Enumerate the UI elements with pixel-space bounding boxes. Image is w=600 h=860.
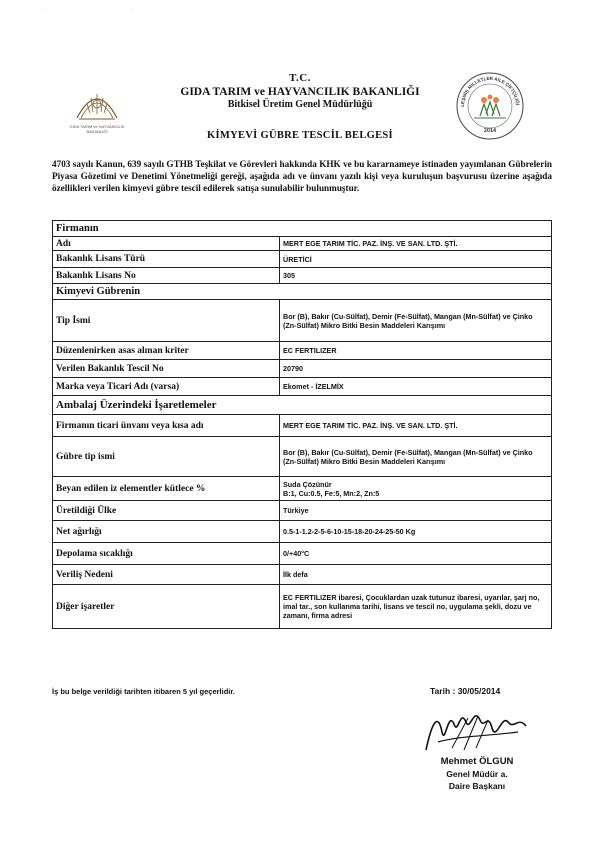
ministry-emblem-icon: [69, 78, 125, 124]
field-label: Verilen Bakanlık Tescil No: [53, 360, 280, 378]
field-value: Ekomet - İZELMİX: [280, 378, 552, 396]
field-label: Gübre tip ismi: [53, 437, 280, 477]
field-value: 20790: [280, 360, 552, 378]
field-value: 0.5-1-1.2-2-5-6-10-15-18-20-24-25-50 Kg: [280, 521, 552, 543]
table-row: [53, 415, 552, 437]
header-tc: T.C.: [289, 72, 311, 84]
field-label: Diğer işaretler: [53, 585, 280, 629]
table-row: [53, 284, 552, 300]
validity-note: İş bu belge verildiği tarihten itibaren 5 yıl geçerlidir.: [52, 687, 235, 696]
table-row: [53, 477, 552, 501]
emblem-caption: GIDA TARIM ve HAYVANCILIK BAKANLIĞI: [69, 124, 125, 134]
field-label: Bakanlık Lisans Türü: [53, 251, 280, 268]
field-value: Bor (B), Bakır (Cu-Sülfat), Demir (Fe-Sülfat), Mangan (Mn-Sülfat) ve Çinko (Zn-Sülfat) Mikro Bitki Besin Maddeleri Karışımı: [280, 300, 552, 342]
field-label: Adı: [53, 237, 280, 251]
section-heading: Firmanın: [53, 221, 552, 237]
issue-date: Tarih : 30/05/2014: [430, 686, 501, 696]
section-heading: Kimyevi Gübrenin: [53, 284, 552, 300]
certificate-table: [52, 220, 552, 629]
field-label: Net ağırlığı: [53, 521, 280, 543]
logo-year: 2014: [483, 128, 497, 134]
field-value: ÜRETİCİ: [280, 251, 552, 268]
table-row: [53, 543, 552, 565]
table-row: [53, 501, 552, 521]
table-row: [53, 521, 552, 543]
field-label: Firmanın ticari ünvanı veya kısa adı: [53, 415, 280, 437]
field-value: EC FERTILIZER: [280, 342, 552, 360]
table-row: [53, 342, 552, 360]
field-label: Tip İsmi: [53, 300, 280, 342]
intro-paragraph: 4703 sayılı Kanun, 639 sayılı GTHB Teşkilat ve Görevleri hakkında KHK ve bu kararnameye istinaden yayımlanan Gübrelerin Piyasa Gözetimi ve Denetimi Yönetmeliği gereği, aşağıda adı ve ünvanı yazılı kişi veya kuruluşun başvurusu üzerine aşağıda özellikleri verilen kimyevi gübre tescil edilerek satışa sunulabilir bulunmuştur.: [52, 159, 552, 194]
table-row: [53, 237, 552, 251]
table-row: [53, 251, 552, 268]
field-value: MERT EGE TARIM TİC. PAZ. İNŞ. VE SAN. LTD. ŞTİ.: [280, 415, 552, 437]
corner-dot: .: [132, 6, 134, 12]
field-value: EC FERTILIZER ibaresi, Çocuklardan uzak tutunuz ibaresi, uyarılar, şarj no, imal tar., son kullanma tarihi, lisans ve tescil no, uygulama şekli, dozu ve zamanı, firma adresi: [280, 585, 552, 629]
table-row: [53, 268, 552, 284]
table-row: [53, 378, 552, 396]
table-row: [53, 565, 552, 585]
field-label: Veriliş Nedeni: [53, 565, 280, 585]
section-heading: Ambalaj Üzerindeki İşaretlemeler: [53, 396, 552, 415]
signatory-block: [412, 756, 542, 791]
field-label: Üretildiği Ülke: [53, 501, 280, 521]
table-row: [53, 300, 552, 342]
field-value: 0/+40°C: [280, 543, 552, 565]
signatory-role-2: Daire Başkanı: [448, 781, 506, 791]
field-value: Suda Çözünür B:1, Cu:0.5, Fe:5, Mn:2, Zn:5: [280, 477, 552, 501]
table-row: [53, 437, 552, 477]
field-value: Türkiye: [280, 501, 552, 521]
field-label: Marka veya Ticari Adı (varsa): [53, 378, 280, 396]
field-value: MERT EGE TARIM TİC. PAZ. İNŞ. VE SAN. LTD. ŞTİ.: [280, 237, 552, 251]
logo-arc-text: LEŞMİŞ MİLLETLER AİLE ÇİFTÇİLİĞİ: [459, 75, 520, 107]
field-value: Bor (B), Bakır (Cu-Sülfat), Demir (Fe-Sülfat), Mangan (Mn-Sülfat) ve Çinko (Zn-Sülfat) Mikro Bitki Besin Maddeleri Karışımı: [280, 437, 552, 477]
field-value: 305: [280, 268, 552, 284]
field-label: Bakanlık Lisans No: [53, 268, 280, 284]
handwritten-signature: [418, 702, 538, 760]
field-label: Düzenlenirken asas alınan kriter: [53, 342, 280, 360]
table-row: [53, 221, 552, 237]
corner-dot: .: [42, 6, 44, 12]
header: [150, 72, 450, 110]
table-row: [53, 585, 552, 629]
field-label: Depolama sıcaklığı: [53, 543, 280, 565]
ministry-emblem: [68, 78, 126, 138]
table-row: [53, 360, 552, 378]
field-label: Beyan edilen iz elementler kütlece %: [53, 477, 280, 501]
signatory-role: Genel Müdür a.: [446, 769, 508, 779]
document-title: KİMYEVİ GÜBRE TESCİL BELGESİ: [207, 130, 393, 141]
signatory-name: Mehmet ÖLGUN: [440, 756, 514, 767]
field-value: İlk defa: [280, 565, 552, 585]
header-ministry: GIDA TARIM ve HAYVANCILIK BAKANLIĞI: [180, 86, 420, 98]
header-directorate: Bitkisel Üretim Genel Müdürlüğü: [227, 99, 373, 110]
table-row: [53, 396, 552, 415]
